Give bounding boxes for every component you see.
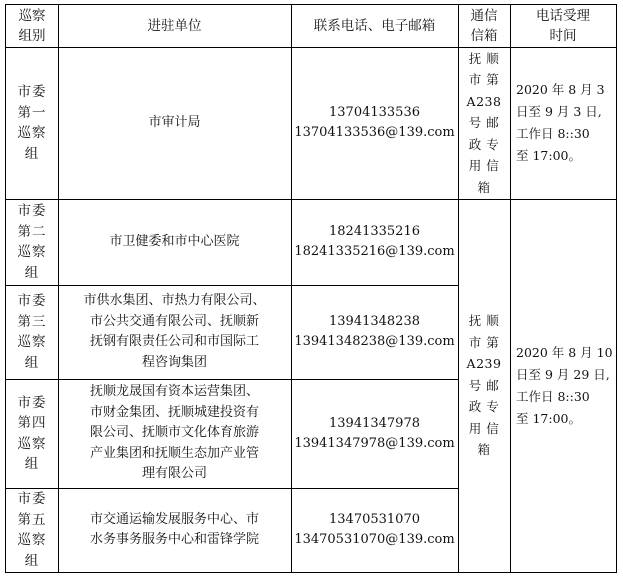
- row-1-email: 13704133536@139.com: [294, 125, 455, 140]
- header-group: 巡察 组别: [18, 8, 46, 44]
- row-2-unit: 市卫健委和市中心医院: [109, 233, 240, 249]
- row-1-contact: [291, 47, 458, 199]
- row-5-contact: [291, 488, 458, 572]
- header-unit: 进驻单位: [147, 18, 202, 34]
- row-4-phone: 13941347978: [329, 415, 420, 431]
- row-4-email: 13941347978@139.com: [294, 435, 455, 451]
- mailbox-a239: 抚 顺 市 第 A239 号 邮 政 专 用 信 箱: [466, 313, 502, 458]
- inspection-table: [5, 4, 617, 573]
- header-time: 电话受理 时间: [536, 8, 590, 44]
- row-4-contact: [291, 379, 458, 488]
- row-1-unit: 市审计局: [148, 114, 201, 130]
- row-1-group: 市委 第一 巡察 组: [17, 84, 47, 162]
- row-3-contact: [291, 285, 458, 379]
- row-5-phone: 13470531070: [329, 512, 420, 527]
- time-period-2: 2020 年 8 月 10 日至 9 月 29 日, 工作日 8::30 至 17:00。: [516, 344, 613, 426]
- row-2-phone: 18241335216: [329, 224, 420, 239]
- row-1-phone: 13704133536: [329, 105, 420, 120]
- row-4-unit: 抚顺龙晟国有资本运营集团、 市财金集团、抚顺城建投资有 限公司、抚顺市文化体育旅游 产业集团和抚顺生态加产业管 理有限公司: [89, 384, 259, 482]
- row-2-group: 市委 第二 巡察 组: [17, 203, 47, 281]
- row-2-contact: [291, 199, 458, 285]
- row-2-email: 18241335216@139.com: [294, 244, 455, 259]
- row-5-unit: 市交通运输发展服务中心、市 水务事务服务中心和雷锋学院: [89, 511, 259, 547]
- row-3-phone: 13941348238: [329, 314, 420, 329]
- header-mailbox: 通信 信箱: [470, 8, 498, 44]
- mailbox-a238: 抚 顺 市 第 A238 号 邮 政 专 用 信 箱: [466, 50, 502, 195]
- row-3-group: 市委 第三 巡察 组: [17, 293, 47, 371]
- row-5-group: 市委 第五 巡察 组: [17, 491, 47, 569]
- time-period-1: 2020 年 8 月 3 日至 9 月 3 日, 工作日 8::30 至 17:00。: [516, 82, 605, 163]
- header-contact: 联系电话、电子邮箱: [313, 18, 436, 34]
- row-5-email: 13470531070@139.com: [294, 532, 455, 547]
- row-3-email: 13941348238@139.com: [294, 334, 455, 349]
- row-4-group: 市委 第四 巡察 组: [17, 394, 47, 472]
- row-3-unit: 市供水集团、市热力有限公司、 市公共交通有限公司、抚顺新 抚钢有限责任公司和市国际工 程咨询集团: [83, 293, 266, 370]
